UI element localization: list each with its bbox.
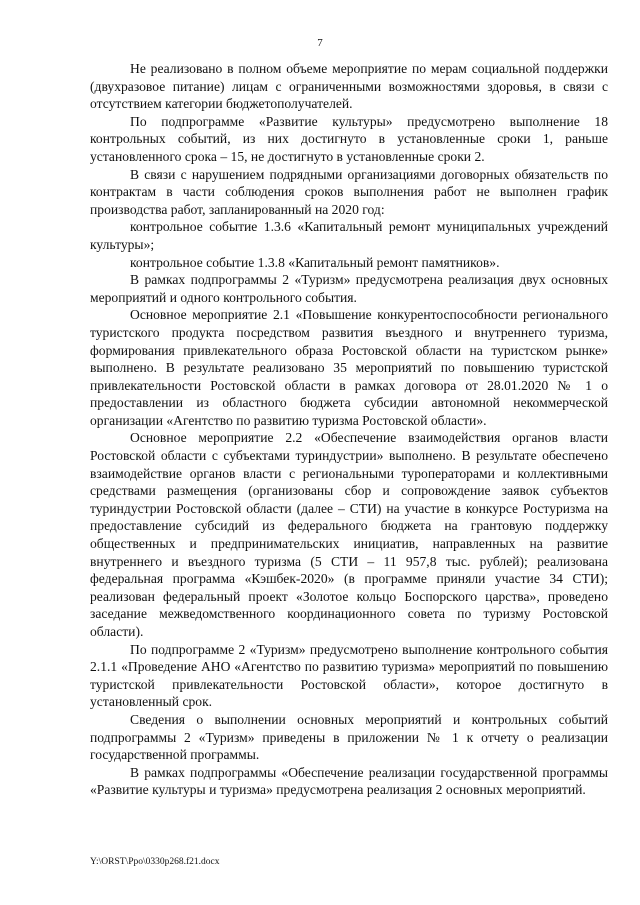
paragraph: Не реализовано в полном объеме мероприятие по мерам социальной поддержки (двухразовое питание) лицам с ограниченными возможностями здоровья, в связи с отсутствием категории бюджетополучателей. bbox=[90, 61, 608, 112]
paragraph: По подпрограмме 2 «Туризм» предусмотрено выполнение контрольного события 2.1.1 «Проведение АНО «Агентство по развитию туризма» мероприятий по повышению туристской привлекательности Ростовской области», которое достигнуто в установленный срок. bbox=[90, 641, 608, 710]
paragraph: Основное мероприятие 2.2 «Обеспечение взаимодействия органов власти Ростовской области с субъектами туриндустрии» выполнено. В результате обеспечено взаимодействие органов власти с региональными туроператорами и коллективными средствами размещения (организованы сбор и сопровождение заявок субъектов туриндустрии Ростовской области (далее – СТИ) на участие в конкурсе Ростуризма на предоставление субсидий из федерального бюджета на грантовую поддержку общественных и предпринимательских инициатив, направленных на развитие внутреннего и въездного туризма (5 СТИ – 11 957,8 тыс. рублей); реализована федеральная программа «Кэшбек-2020» (в программе приняли участие 34 СТИ); реализован федеральный проект «Золотое кольцо Боспорского царства», проведено заседание межведомственного координационного совета по туризму Ростовской области). bbox=[90, 430, 608, 639]
paragraph: В рамках подпрограммы «Обеспечение реализации государственной программы «Развитие культуры и туризма» предусмотрена реализация 2 основных мероприятий. bbox=[90, 764, 608, 798]
paragraph: Основное мероприятие 2.1 «Повышение конкурентоспособности регионального туристского продукта посредством развития въездного и внутреннего туризма, формирования привлекательного образа Ростовской области на туристском рынке» выполнено. В результате реализовано 35 мероприятий по повышению туристской привлекательности Ростовской области в рамках договора от 28.01.2020 № 1 о предоставлении из областного бюджета субсидии автономной некоммерческой организации «Агентство по развитию туризма Ростовской области». bbox=[90, 307, 608, 428]
paragraph: Сведения о выполнении основных мероприятий и контрольных событий подпрограммы 2 «Туризм» приведены в приложении № 1 к отчету о реализации государственной программы. bbox=[90, 711, 608, 763]
paragraph: По подпрограмме «Развитие культуры» предусмотрено выполнение 18 контрольных событий, из них достигнуто в установленные сроки 1, раньше установленного срока – 15, не достигнуто в установленные сроки 2. bbox=[90, 113, 608, 164]
document-body bbox=[90, 60, 608, 799]
footer-file-path: Y:\ORST\Ppo\0330p268.f21.docx bbox=[90, 857, 220, 867]
paragraph: В связи с нарушением подрядными организациями договорных обязательств по контрактам в части соблюдения сроков выполнения работ не выполнен график производства работ, запланированный на 2020 год: bbox=[90, 166, 608, 217]
paragraph: контрольное событие 1.3.8 «Капитальный ремонт памятников». bbox=[130, 254, 500, 270]
paragraph: контрольное событие 1.3.6 «Капитальный ремонт муниципальных учреждений культуры»; bbox=[90, 219, 608, 252]
paragraph: В рамках подпрограммы 2 «Туризм» предусмотрена реализация двух основных мероприятий и одного контрольного события. bbox=[90, 272, 608, 305]
page-number: 7 bbox=[317, 37, 323, 49]
